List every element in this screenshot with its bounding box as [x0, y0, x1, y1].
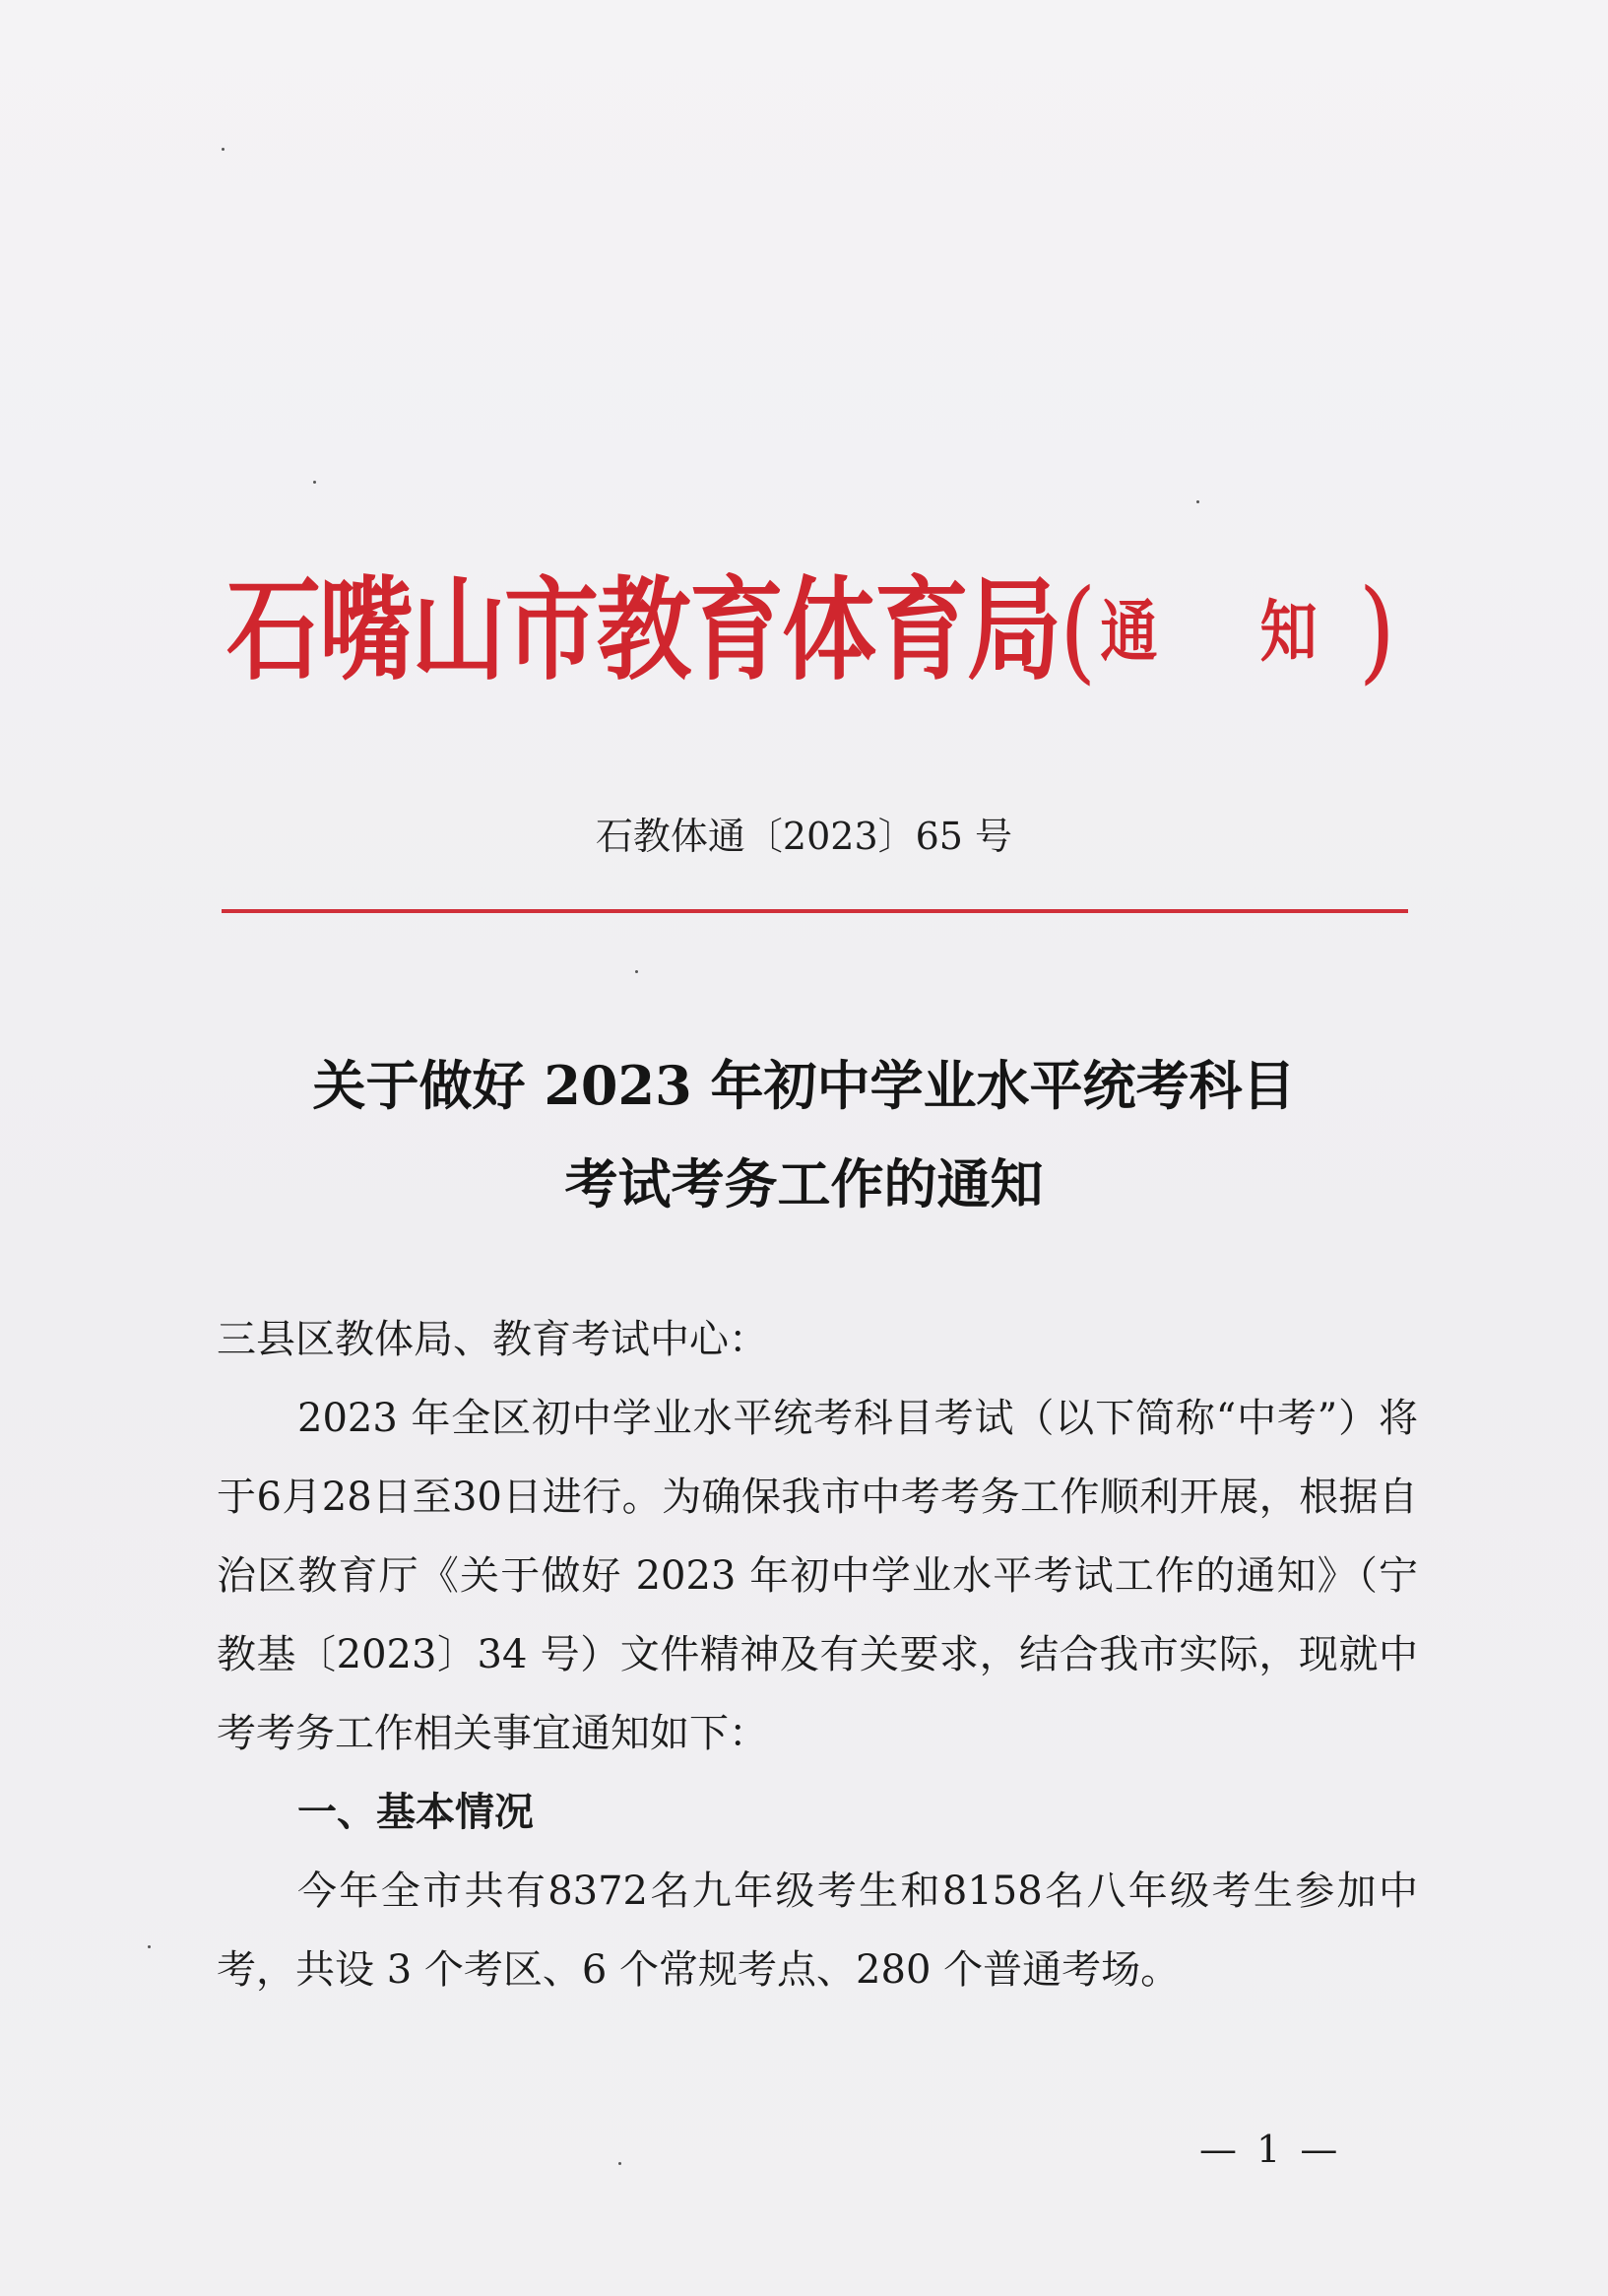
page-number: — 1 —	[1199, 2128, 1342, 2171]
red-separator-line	[222, 909, 1408, 913]
issuer-header	[226, 549, 1408, 711]
body-paragraph: 2023 年全区初中学业水平统考科目考试（以下简称“中考”）将于6月28日至30日进行。为确保我市中考考务工作顺利开展，根据自治区教育厅《关于做好 2023 年初中学业水平考试工作的通知》（宁教基〔2023〕34 号）文件精神及有关要求，结合我市实际，现就中考考务工作相关事宜通知如下：	[217, 1396, 1418, 1756]
document-title-line-2: 考试考务工作的通知	[564, 1152, 1044, 1215]
scan-speck	[618, 2162, 621, 2165]
scan-speck	[222, 148, 225, 151]
scan-speck	[1196, 500, 1199, 503]
document-body	[217, 1300, 1418, 2009]
header-close-paren: )	[1358, 564, 1394, 696]
header-open-paren: (	[1060, 564, 1095, 696]
scan-speck	[313, 481, 316, 484]
issuer-name: 石嘴山市教育体育局	[226, 563, 1060, 696]
salutation: 三县区教体局、教育考试中心：	[217, 1317, 768, 1362]
header-notice-word: 通 知	[1100, 592, 1359, 672]
scan-speck	[635, 970, 638, 973]
document-number: 石教体通〔2023〕65 号	[595, 815, 1013, 858]
scan-speck	[148, 1945, 151, 1948]
document-title-line-1: 关于做好 2023 年初中学业水平统考科目	[312, 1054, 1296, 1117]
section-heading: 一、基本情况	[297, 1790, 534, 1835]
body-paragraph: 今年全市共有8372名九年级考生和8158名八年级考生参加中考，共设 3 个考区、6 个常规考点、280 个普通考场。	[217, 1869, 1418, 1993]
